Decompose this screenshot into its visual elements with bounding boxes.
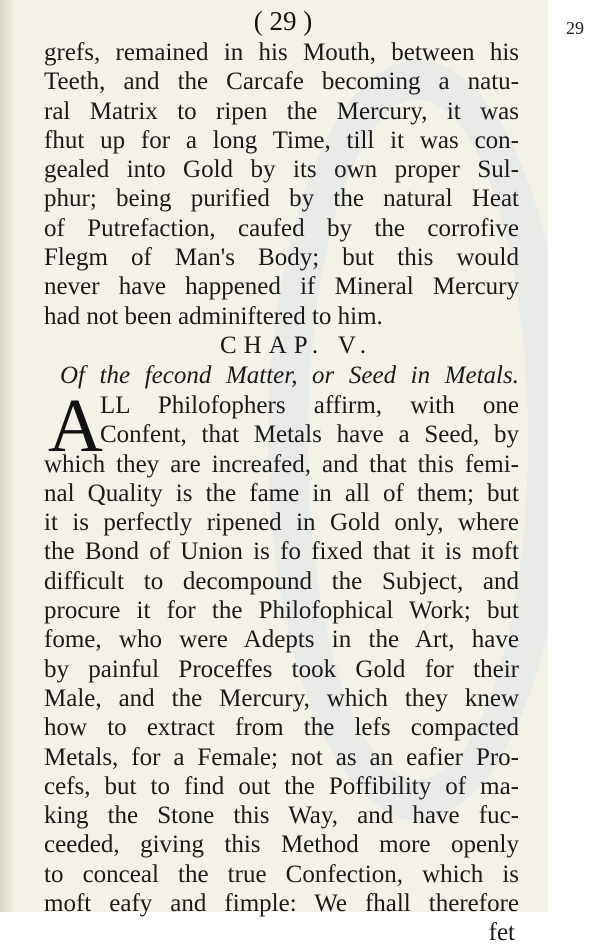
text-line: nal Quality is the fame in all of them; but (44, 479, 519, 507)
text-line: ceeded, giving this Method more openly (44, 831, 519, 859)
text-line: the Bond of Union is fo fixed that it is moft (44, 538, 519, 566)
text-line: by painful Proceffes took Gold for their (44, 655, 519, 683)
chapter-subtitle: Of the fecond Matter, or Seed in Metals. (60, 361, 519, 389)
gutter-shadow (0, 0, 16, 912)
text-line: gealed into Gold by its own proper Sul- (44, 156, 519, 184)
drop-cap: A (48, 383, 103, 468)
text-line: cefs, but to find out the Poffibility of ma- (44, 772, 519, 800)
text-line: to conceal the true Confection, which is (44, 860, 519, 888)
page-number-corner: 29 (566, 18, 584, 38)
text-line: difficult to decompound the Subject, and (44, 567, 519, 595)
text-line: Metals, for a Female; not as an eafier Pro- (44, 743, 519, 771)
catchword: fet (488, 919, 515, 947)
text-line: Teeth, and the Carcafe becoming a natu- (44, 68, 519, 96)
text-line: grefs, remained in his Mouth, between his (44, 39, 519, 66)
text-line: how to extract from the lefs compacted (44, 714, 519, 742)
text-line: procure it for the Philofophical Work; but (44, 597, 519, 625)
text-line: Confent, that Metals have a Seed, by (100, 421, 519, 449)
page-number-header: ( 29 ) (253, 6, 313, 36)
text-line: it is perfectly ripened in Gold only, where (44, 509, 519, 537)
text-line: fhut up for a long Time, till it was con- (44, 126, 519, 154)
paragraph (44, 383, 519, 918)
text-line: fome, who were Adepts in the Art, have (44, 626, 519, 654)
text-line: had not been adminiftered to him. (44, 302, 383, 330)
scan-margin (548, 0, 600, 912)
text-line: phur; being purified by the natural Heat (44, 185, 519, 213)
text-line: never have happened if Mineral Mercury (44, 273, 519, 301)
text-line: LL Philofophers affirm, with one (100, 391, 519, 419)
chapter-heading: CHAP. V. (219, 331, 374, 359)
text-line: ral Matrix to ripen the Mercury, it was (44, 97, 519, 125)
text-line: of Putrefaction, caufed by the corrofive (44, 214, 519, 242)
text-line: Male, and the Mercury, which they knew (44, 684, 519, 712)
text-line: which they are increafed, and that this femi- (44, 450, 519, 478)
text-line: Flegm of Man's Body; but this would (44, 244, 519, 272)
text-line: moft eafy and fimple: We fhall therefore (44, 890, 519, 918)
text-line: king the Stone this Way, and have fuc- (44, 802, 519, 830)
page-text (44, 38, 519, 947)
